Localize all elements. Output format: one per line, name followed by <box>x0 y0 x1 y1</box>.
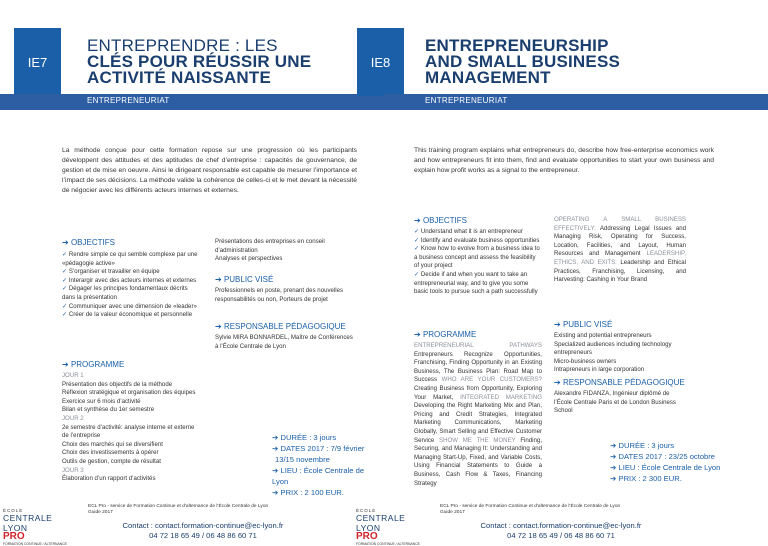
category-band <box>0 94 384 110</box>
list-item: Micro-business owners <box>554 357 617 365</box>
key-info <box>610 440 760 484</box>
list-item: Présentation des objectifs de la méthode <box>62 380 173 388</box>
course-title <box>425 38 620 86</box>
public-text: Professionnels en poste, prenant des nouvelles responsabilités ou non, Porteurs de projet <box>215 287 344 303</box>
program-text: Leadership and Ethical Practices, Franchising, Licensing, and Harvesting: Cashing in Your Brand <box>554 258 687 284</box>
check-icon: ✓ <box>414 236 420 244</box>
list-item: Existing and potential entrepreneurs <box>554 332 652 339</box>
list-item: Réflexion stratégique et organisation des équipes <box>62 389 196 397</box>
programme-list <box>414 342 542 502</box>
list-item: Specialized audiences including technology entrepreneurs <box>554 340 672 357</box>
list-item: ✓ Créer de la valeur économique et personnelle <box>62 311 193 319</box>
objectifs-list <box>62 251 202 320</box>
responsable-heading: ➔ RESPONSABLE PÉDAGOGIQUE <box>215 322 346 331</box>
course-code-badge: IE8 <box>357 28 404 96</box>
arrow-right-icon: ➔ <box>215 322 222 331</box>
arrow-right-icon: ➔ <box>62 360 69 369</box>
program-text: Entrepreneurs Recognize Opportunities, Franchising, Finding Opportunity in an Existing Business, The Business Plan: Road Map to Success <box>414 350 542 384</box>
dates-second: 13/15 novembre <box>275 455 330 464</box>
program-heading: INTEGRATED MARKETING <box>460 393 542 401</box>
programme-continued <box>554 216 686 285</box>
program-heading: SHOW ME THE MONEY <box>439 436 521 444</box>
list-item: ✓ Dégager les principes fondamentaux décrits dans la présentation <box>62 285 188 301</box>
list-item: ✓ Interargir avec des acteurs internes et externes <box>62 276 197 284</box>
location: ➔ LIEU : École Centrale de Lyon <box>610 463 721 472</box>
intro-text: This training program explains what entrepreneurs do, describe how free-enterprise economics work and how entrepreneurs fit into them, find and evaluate opportunities to start your own business and explain how profit works as a signal to the entrepreneur. <box>414 147 714 174</box>
category-label: ENTREPRENEURIAT <box>87 96 170 105</box>
title-line: ENTREPRENEURSHIP <box>425 36 609 55</box>
arrow-right-icon: ➔ <box>272 444 279 453</box>
arrow-right-icon: ➔ <box>62 238 69 247</box>
arrow-right-icon: ➔ <box>414 330 421 339</box>
public-list <box>554 332 686 375</box>
objectifs-heading: ➔ OBJECTIFS <box>62 238 115 247</box>
program-text: Addressing Legal Issues and Managing Risk, Operating for Success, Location, Facilities, and Layout, Human Resources and Management <box>554 224 686 258</box>
program-heading: WHO ARE YOUR CUSTOMERS? <box>441 376 542 384</box>
contact-block <box>446 521 676 541</box>
price: ➔ PRIX : 2 100 EUR. <box>272 488 344 497</box>
contact-block <box>88 521 318 541</box>
intro-text: La méthode conçue pour cette formation repose sur une progression où les participants développent des attitudes et des aptitudes de chef d’entreprise : capacités de gouvernance, de gestion et de mise en oeuvre. Ainsi le dirigeant responsable est capable de mesurer l’importance et l’impact de ses décisions. La méthode valide la cohérence de celles-ci et le met devant la nécessité de négocier avec les différents acteurs internes et externes. <box>62 147 357 194</box>
public-heading: ➔ PUBLIC VISÉ <box>554 320 613 329</box>
key-info <box>272 432 382 498</box>
list-item: ✓ Know how to evolve from a business idea to a business concept and assess the feasibility of your project <box>414 245 540 270</box>
arrow-right-icon: ➔ <box>272 466 279 475</box>
check-icon: ✓ <box>414 228 420 235</box>
arrow-right-icon: ➔ <box>554 320 561 329</box>
public-heading: ➔ PUBLIC VISÉ <box>215 275 274 284</box>
program-text: Developing the Right Marketing Mix and Plan, Pricing and Credit Strategies, Integrated Marketing Communications, Marketing Globally, Smart Selling and Effective Customer Service <box>414 402 542 444</box>
programme-heading: ➔ PROGRAMME <box>62 360 125 369</box>
check-icon: ✓ <box>414 245 420 253</box>
list-item: Exercice sur 6 mois d’activité <box>62 397 141 405</box>
programme-list <box>62 372 202 484</box>
title-line: AND SMALL BUSINESS <box>425 52 621 71</box>
arrow-right-icon: ➔ <box>272 488 279 497</box>
footer-note: ECL Pro - service de Formation Continue et d’alternance de l’École Centrale de Lyon Guide 2017 <box>440 504 621 515</box>
list-item: Outils de gestion, compte de résultat <box>62 457 161 465</box>
arrow-right-icon: ➔ <box>554 378 561 387</box>
arrow-right-icon: ➔ <box>215 275 222 284</box>
duration: ➔ DURÉE : 3 jours <box>272 433 337 442</box>
contact-email[interactable]: Contact : contact.formation-continue@ec-lyon.fr <box>122 521 284 530</box>
list-item: ✓ Understand what it is an entrepreneur <box>414 228 523 235</box>
arrow-right-icon: ➔ <box>610 452 617 461</box>
ecl-pro-logo: ÉCOLE CENTRALE LYON PRO FORMATION CONTINUE / ALTERNANCE <box>356 508 420 546</box>
objectifs-heading: ➔ OBJECTIFS <box>414 216 467 225</box>
contact-phone: 04 72 18 65 49 / 06 48 86 60 71 <box>149 531 257 540</box>
dates: ➔ DATES 2017 : 23/25 octobre <box>610 452 716 461</box>
arrow-right-icon: ➔ <box>610 474 617 483</box>
check-icon: ✓ <box>62 285 68 293</box>
course-code-badge: IE7 <box>14 28 61 96</box>
list-item: ✓ Decide if and when you want to take an entrepreneurial way, and to give you some basic tools to pursue such a path successfully <box>414 270 538 296</box>
contact-email[interactable]: Contact : contact.formation-continue@ec-lyon.fr <box>480 521 642 530</box>
arrow-right-icon: ➔ <box>610 441 617 450</box>
course-title <box>87 38 311 86</box>
responsable-text: Alexandre FIDANZA, Ingénieur diplômé de l’École Centrale Paris et de London Business School <box>554 390 676 415</box>
check-icon: ✓ <box>414 270 420 278</box>
check-icon: ✓ <box>62 311 68 319</box>
title-line: ACTIVITÉ NAISSANTE <box>87 68 272 87</box>
arrow-right-icon: ➔ <box>610 463 617 472</box>
program-text: Finding, Securing, and Managing It: Understanding and Managing Start-Up, Fixed, and Variable Costs, Using Financial Statements to Guide a Business, Cash Flow & Taxes, Financing Strategy <box>414 436 543 487</box>
list-item: Analyses et perspectives <box>215 255 283 263</box>
ecl-pro-logo: ÉCOLE CENTRALE LYON PRO FORMATION CONTINUE / ALTERNANCE <box>3 508 67 546</box>
page-ie8 <box>356 0 768 546</box>
day-label: JOUR 1 <box>62 372 84 379</box>
dates: ➔ DATES 2017 : 7/9 février <box>272 444 365 453</box>
list-item: Intrapreneurs in large corporation <box>554 366 645 374</box>
title-line: MANAGEMENT <box>425 68 551 87</box>
program-heading: LEADERSHIP, ETHICS, AND EXITS: <box>554 250 686 266</box>
objectifs-list <box>414 228 542 297</box>
day-label: JOUR 3 <box>62 466 84 474</box>
duration: ➔ DURÉE : 3 jours <box>610 441 675 450</box>
contact-phone: 04 72 18 65 49 / 06 48 86 60 71 <box>507 531 615 540</box>
check-icon: ✓ <box>62 276 68 284</box>
responsable-heading: ➔ RESPONSABLE PÉDAGOGIQUE <box>554 378 685 387</box>
program-heading: ENTREPRENEURIAL PATHWAYS <box>414 342 542 349</box>
list-item: ✓ Identify and evaluate business opportunities <box>414 236 540 244</box>
list-item: 2e semestre d’activité: analyse interne et externe de l’entreprise <box>62 423 195 440</box>
list-item: Présentations des entreprises en conseil d’administration <box>215 238 325 254</box>
responsable-text: Sylvie MIRA BONNARDEL, Maître de Conférences à l’École Centrale de Lyon <box>215 334 353 350</box>
arrow-right-icon: ➔ <box>414 216 421 225</box>
category-band <box>384 94 768 110</box>
check-icon: ✓ <box>62 251 68 258</box>
list-item: ✓ S’organiser et travailler en équipe <box>62 268 160 276</box>
title-line: CLÉS POUR RÉUSSIR UNE <box>87 52 312 71</box>
list-item: Choix des marchés qui se diversifient <box>62 440 163 448</box>
list-item: ✓ Rendre simple ce qui semble complexe par une «pédagogie active» <box>62 251 198 267</box>
check-icon: ✓ <box>62 268 68 276</box>
list-item: ✓ Communiquer avec une dimension de «leader» <box>62 302 197 310</box>
programme-continued <box>215 238 357 264</box>
program-heading: OPERATING A SMALL BUSINESS EFFECTIVELY: <box>554 216 686 232</box>
program-text: Creating Business from Opportunity, Exploring Your Market, <box>414 384 542 401</box>
category-label: ENTREPRENEURIAT <box>425 96 508 105</box>
title-line: ENTREPRENDRE : LES <box>87 36 278 55</box>
location: ➔ LIEU : École Centrale de Lyon <box>272 466 365 486</box>
price: ➔ PRIX : 2 300 EUR. <box>610 474 682 483</box>
footer-note: ECL Pro - service de Formation Continue et d’alternance de l’École Centrale de Lyon Guide 2017 <box>88 504 269 515</box>
arrow-right-icon: ➔ <box>272 433 279 442</box>
programme-heading: ➔ PROGRAMME <box>414 330 477 339</box>
check-icon: ✓ <box>62 302 68 310</box>
list-item: Bilan et synthèse du 1er semestre <box>62 406 155 414</box>
list-item: Choix des investissements à opérer <box>62 449 159 457</box>
day-label: JOUR 2 <box>62 414 84 422</box>
list-item: Élaboration d’un rapport d’activités <box>62 475 156 483</box>
